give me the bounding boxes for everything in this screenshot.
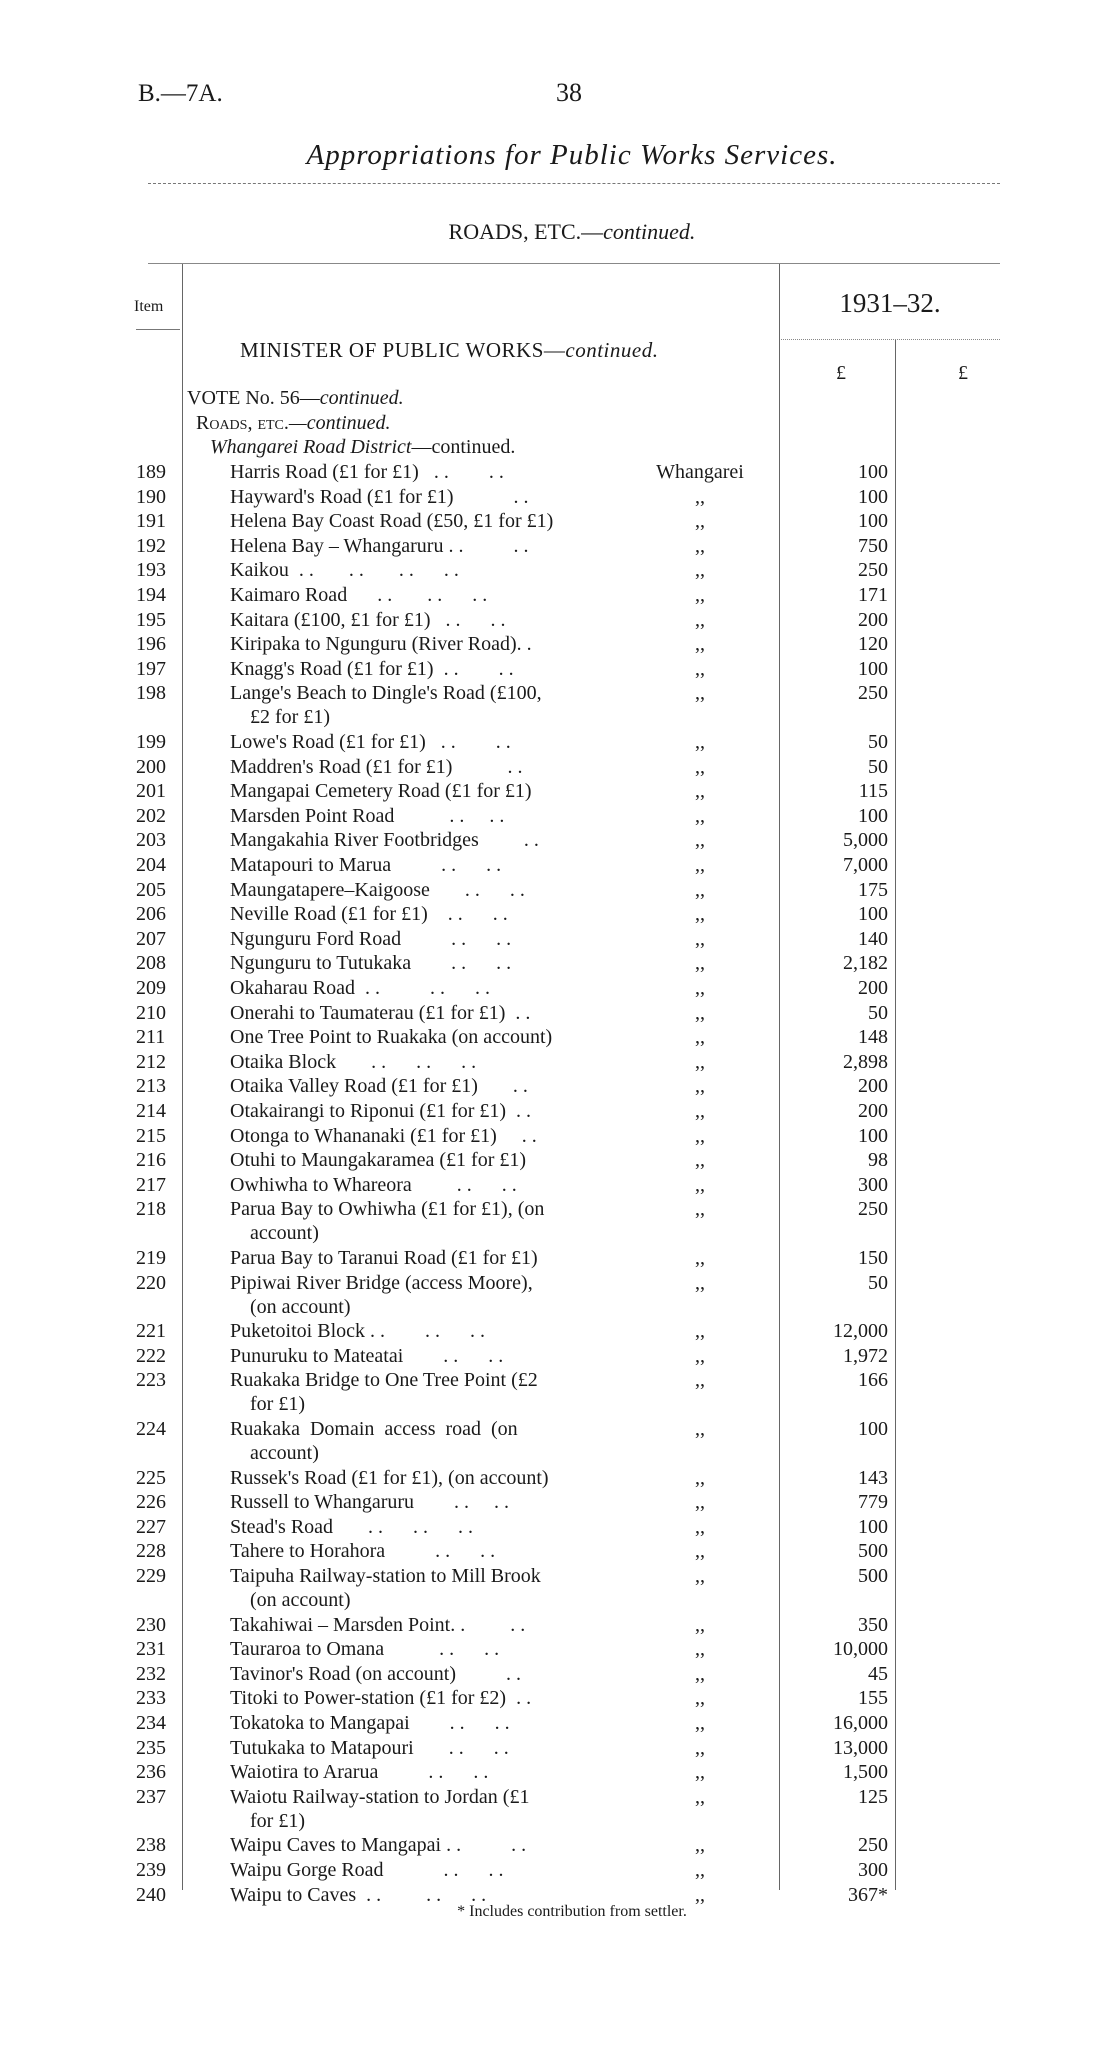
- item-district: ,,: [695, 657, 705, 680]
- item-amount: 350: [858, 1613, 888, 1636]
- item-district: ,,: [695, 1883, 705, 1906]
- item-amount: 120: [858, 633, 888, 656]
- page-number: 38: [556, 78, 582, 107]
- item-amount: 250: [858, 1198, 888, 1221]
- item-number: 204: [136, 854, 166, 876]
- item-amount: 100: [858, 657, 888, 680]
- item-description: Hayward's Road (£1 for £1) . .: [230, 485, 529, 508]
- item-number: 217: [136, 1173, 166, 1196]
- item-number: 235: [136, 1736, 166, 1759]
- item-description: Mangapai Cemetery Road (£1 for £1): [230, 780, 532, 803]
- item-description: Marsden Point Road . . . .: [230, 804, 505, 827]
- item-district: ,,: [695, 1736, 705, 1759]
- item-description: Knagg's Road (£1 for £1) . . . .: [230, 657, 514, 680]
- item-number: 227: [136, 1515, 166, 1538]
- item-description: Owhiwha to Whareora . . . .: [230, 1173, 517, 1196]
- item-district: ,,: [695, 1026, 705, 1049]
- item-column-header: Item: [134, 298, 164, 315]
- item-number: 194: [136, 584, 166, 606]
- footnote: * Includes contribution from settler.: [457, 1903, 687, 1920]
- item-number: 191: [136, 510, 166, 533]
- item-district: ,,: [695, 633, 705, 656]
- item-district: ,,: [695, 1515, 705, 1538]
- item-amount: 155: [858, 1687, 888, 1710]
- item-district: ,,: [695, 977, 705, 999]
- item-amount: 2,898: [843, 1050, 888, 1073]
- item-number: 240: [136, 1883, 166, 1906]
- item-number: 222: [136, 1344, 166, 1367]
- item-number: 209: [136, 977, 166, 999]
- item-district: ,,: [695, 1247, 705, 1269]
- item-district: ,,: [695, 559, 705, 582]
- item-amount: 367*: [848, 1883, 888, 1906]
- item-number: 201: [136, 780, 166, 803]
- item-district: ,,: [695, 1540, 705, 1563]
- item-amount: 1,500: [843, 1761, 888, 1784]
- item-amount: 10,000: [833, 1638, 888, 1661]
- item-amount: 500: [858, 1565, 888, 1587]
- item-amount: 150: [858, 1247, 888, 1269]
- item-amount: 250: [858, 1834, 888, 1857]
- item-amount: 100: [858, 461, 888, 483]
- roads-heading: Roads, etc.—continued.: [196, 412, 391, 434]
- item-amount: 140: [858, 927, 888, 950]
- item-number: 190: [136, 485, 166, 508]
- item-district: Whangarei: [656, 461, 744, 483]
- item-description: Parua Bay to Taranui Road (£1 for £1): [230, 1247, 538, 1269]
- item-number: 195: [136, 608, 166, 631]
- item-number: 237: [136, 1785, 166, 1808]
- item-amount: 100: [858, 510, 888, 533]
- item-number: 203: [136, 829, 166, 852]
- item-district: ,,: [695, 854, 705, 876]
- item-district: ,,: [695, 1271, 705, 1294]
- item-district: ,,: [695, 1100, 705, 1122]
- item-amount: 250: [858, 682, 888, 705]
- item-amount: 750: [858, 534, 888, 557]
- minister-heading: MINISTER OF PUBLIC WORKS—continued.: [240, 338, 659, 362]
- year-column-header: 1931–32.: [839, 288, 941, 318]
- item-number: 220: [136, 1271, 166, 1294]
- item-column-divider: [182, 264, 183, 1890]
- item-number: 211: [136, 1026, 166, 1049]
- item-district: ,,: [695, 731, 705, 753]
- item-number: 202: [136, 804, 166, 827]
- item-number: 234: [136, 1712, 166, 1734]
- item-description: Russell to Whangaruru . . . .: [230, 1491, 510, 1514]
- item-district: ,,: [695, 755, 705, 778]
- page-title: Appropriations for Public Works Services.: [306, 139, 838, 171]
- item-district: ,,: [695, 1344, 705, 1367]
- item-header-rule: [136, 329, 180, 330]
- item-description: Neville Road (£1 for £1) . . . .: [230, 903, 508, 926]
- item-amount: 98: [868, 1149, 888, 1172]
- item-amount: 300: [858, 1173, 888, 1196]
- item-number: 200: [136, 755, 166, 778]
- item-district: ,,: [695, 1173, 705, 1196]
- item-description: Maddren's Road (£1 for £1) . .: [230, 755, 523, 778]
- item-description: Titoki to Power-station (£1 for £2) . .: [230, 1687, 532, 1710]
- item-description: Maungatapere–Kaigoose . . . .: [230, 878, 525, 901]
- item-amount: 175: [858, 878, 888, 901]
- item-amount: 125: [858, 1785, 888, 1808]
- item-description: Tokatoka to Mangapai . . . .: [230, 1712, 510, 1734]
- item-district: ,,: [695, 1075, 705, 1098]
- item-description: Ngunguru to Tutukaka . . . .: [230, 952, 512, 975]
- header-code: B.—7A.: [138, 80, 223, 107]
- item-amount: 100: [858, 1124, 888, 1147]
- item-amount: 13,000: [833, 1736, 888, 1759]
- item-district: ,,: [695, 878, 705, 901]
- item-district: ,,: [695, 1613, 705, 1636]
- item-description: Tutukaka to Matapouri . . . .: [230, 1736, 509, 1759]
- item-district: ,,: [695, 1369, 705, 1392]
- item-number: 226: [136, 1491, 166, 1514]
- item-district: ,,: [695, 485, 705, 508]
- item-description: Mangakahia River Footbridges . .: [230, 829, 539, 852]
- item-description: Kaimaro Road . . . . . .: [230, 584, 488, 606]
- item-district: ,,: [695, 1712, 705, 1734]
- item-number: 214: [136, 1100, 166, 1122]
- vote-heading: VOTE No. 56—continued.: [187, 387, 404, 409]
- item-amount: 300: [858, 1859, 888, 1881]
- item-number: 208: [136, 952, 166, 975]
- item-description: Otaika Block . . . . . .: [230, 1050, 477, 1073]
- item-number: 229: [136, 1565, 166, 1587]
- pound-column-divider: [895, 340, 896, 1890]
- item-description: Kaitara (£100, £1 for £1) . . . .: [230, 608, 506, 631]
- item-amount: 200: [858, 1075, 888, 1098]
- item-amount: 200: [858, 977, 888, 999]
- item-district: ,,: [695, 1050, 705, 1073]
- item-description: Ruakaka Domain access road (on account): [230, 1418, 518, 1464]
- item-amount: 166: [858, 1369, 888, 1392]
- item-district: ,,: [695, 534, 705, 557]
- item-district: ,,: [695, 1859, 705, 1881]
- item-description: Helena Bay Coast Road (£50, £1 for £1): [230, 510, 554, 533]
- item-district: ,,: [695, 903, 705, 926]
- item-description: Okaharau Road . . . . . .: [230, 977, 490, 999]
- item-number: 228: [136, 1540, 166, 1563]
- item-number: 197: [136, 657, 166, 680]
- item-amount: 50: [868, 755, 888, 778]
- item-amount: 500: [858, 1540, 888, 1563]
- item-district: ,,: [695, 829, 705, 852]
- item-amount: 200: [858, 1100, 888, 1122]
- item-description: Kaikou . . . . . . . .: [230, 559, 459, 582]
- item-amount: 50: [868, 731, 888, 753]
- item-amount: 100: [858, 485, 888, 508]
- item-number: 212: [136, 1050, 166, 1073]
- item-district: ,,: [695, 1785, 705, 1808]
- item-number: 196: [136, 633, 166, 656]
- item-description: Stead's Road . . . . . .: [230, 1515, 474, 1538]
- pound-header-2: £: [958, 362, 968, 384]
- item-description: Taipuha Railway-station to Mill Brook (on account): [230, 1565, 541, 1611]
- item-amount: 100: [858, 1515, 888, 1538]
- item-description: Otakairangi to Riponui (£1 for £1) . .: [230, 1100, 532, 1122]
- item-district: ,,: [695, 682, 705, 705]
- item-description: Lange's Beach to Dingle's Road (£100, £2 for £1): [230, 682, 542, 729]
- item-amount: 143: [858, 1466, 888, 1489]
- item-description: Puketoitoi Block . . . . . .: [230, 1320, 485, 1343]
- item-district: ,,: [695, 1320, 705, 1343]
- item-number: 193: [136, 559, 166, 582]
- item-description: Matapouri to Marua . . . .: [230, 854, 502, 876]
- item-district: ,,: [695, 1198, 705, 1221]
- item-district: ,,: [695, 1565, 705, 1587]
- district-heading: Whangarei Road District—continued.: [210, 436, 516, 458]
- item-description: One Tree Point to Ruakaka (on account): [230, 1026, 553, 1049]
- item-description: Otaika Valley Road (£1 for £1) . .: [230, 1075, 528, 1098]
- item-district: ,,: [695, 1124, 705, 1147]
- item-number: 224: [136, 1418, 166, 1440]
- item-description: Otuhi to Maungakaramea (£1 for £1): [230, 1149, 527, 1172]
- item-amount: 200: [858, 608, 888, 631]
- item-number: 218: [136, 1198, 166, 1221]
- item-number: 232: [136, 1662, 166, 1685]
- item-district: ,,: [695, 1761, 705, 1784]
- item-description: Waipu to Caves . . . . . .: [230, 1883, 487, 1906]
- item-number: 213: [136, 1075, 166, 1098]
- item-district: ,,: [695, 584, 705, 606]
- item-amount: 50: [868, 1271, 888, 1294]
- item-number: 206: [136, 903, 166, 926]
- year-header-rule: [781, 339, 1000, 340]
- item-district: ,,: [695, 804, 705, 827]
- item-description: Ngunguru Ford Road . . . .: [230, 927, 512, 950]
- item-amount: 779: [858, 1491, 888, 1514]
- item-number: 192: [136, 534, 166, 557]
- item-amount: 148: [858, 1026, 888, 1049]
- item-number: 216: [136, 1149, 166, 1172]
- item-description: Waiotira to Ararua . . . .: [230, 1761, 489, 1784]
- item-description: Tauraroa to Omana . . . .: [230, 1638, 500, 1661]
- item-description: Tavinor's Road (on account) . .: [230, 1662, 522, 1685]
- item-amount: 16,000: [833, 1712, 888, 1734]
- item-number: 239: [136, 1859, 166, 1881]
- item-amount: 5,000: [843, 829, 888, 852]
- item-description: Tahere to Horahora . . . .: [230, 1540, 496, 1563]
- item-district: ,,: [695, 1638, 705, 1661]
- item-number: 210: [136, 1001, 166, 1024]
- item-number: 230: [136, 1613, 166, 1636]
- item-district: ,,: [695, 1001, 705, 1024]
- item-description: Kiripaka to Ngunguru (River Road). .: [230, 633, 532, 656]
- item-description: Waipu Gorge Road . . . .: [230, 1859, 504, 1881]
- item-number: 189: [136, 461, 166, 483]
- item-amount: 12,000: [833, 1320, 888, 1343]
- item-amount: 1,972: [843, 1344, 888, 1367]
- item-number: 205: [136, 878, 166, 901]
- item-amount: 100: [858, 903, 888, 926]
- item-description: Russek's Road (£1 for £1), (on account): [230, 1466, 549, 1489]
- item-number: 221: [136, 1320, 166, 1343]
- item-amount: 115: [858, 780, 888, 803]
- item-amount: 50: [868, 1001, 888, 1024]
- item-district: ,,: [695, 1687, 705, 1710]
- item-description: Takahiwai – Marsden Point. . . .: [230, 1613, 526, 1636]
- item-number: 231: [136, 1638, 166, 1661]
- section-heading: ROADS, ETC.—continued.: [448, 219, 696, 244]
- item-description: Waipu Caves to Mangapai . . . .: [230, 1834, 527, 1857]
- item-description: Ruakaka Bridge to One Tree Point (£2 for £1): [230, 1369, 538, 1416]
- item-district: ,,: [695, 1418, 705, 1440]
- item-district: ,,: [695, 1466, 705, 1489]
- table-top-rule: [148, 263, 1000, 264]
- item-district: ,,: [695, 1834, 705, 1857]
- item-amount: 250: [858, 559, 888, 582]
- item-description: Otonga to Whananaki (£1 for £1) . .: [230, 1124, 537, 1147]
- pound-header-1: £: [836, 362, 846, 384]
- item-description: Waiotu Railway-station to Jordan (£1 for £1): [230, 1785, 530, 1832]
- item-number: 223: [136, 1369, 166, 1392]
- item-amount: 100: [858, 1418, 888, 1440]
- item-description: Lowe's Road (£1 for £1) . . . .: [230, 731, 511, 753]
- item-district: ,,: [695, 952, 705, 975]
- item-number: 199: [136, 731, 166, 753]
- item-description: Pipiwai River Bridge (access Moore), (on account): [230, 1271, 533, 1318]
- item-district: ,,: [695, 780, 705, 803]
- item-district: ,,: [695, 1491, 705, 1514]
- item-description: Harris Road (£1 for £1) . . . .: [230, 461, 504, 483]
- item-description: Helena Bay – Whangaruru . . . .: [230, 534, 529, 557]
- item-description: Onerahi to Taumaterau (£1 for £1) . .: [230, 1001, 531, 1024]
- item-amount: 45: [868, 1662, 888, 1685]
- item-description: Punuruku to Mateatai . . . .: [230, 1344, 504, 1367]
- item-district: ,,: [695, 1149, 705, 1172]
- item-district: ,,: [695, 510, 705, 533]
- item-number: 219: [136, 1247, 166, 1269]
- item-number: 207: [136, 927, 166, 950]
- item-description: Parua Bay to Owhiwha (£1 for £1), (on account): [230, 1198, 545, 1245]
- item-number: 225: [136, 1466, 166, 1489]
- item-amount: 171: [858, 584, 888, 606]
- item-number: 233: [136, 1687, 166, 1710]
- item-district: ,,: [695, 927, 705, 950]
- item-amount: 2,182: [843, 952, 888, 975]
- title-rule: [148, 183, 1000, 184]
- item-amount: 7,000: [843, 854, 888, 876]
- item-number: 236: [136, 1761, 166, 1784]
- item-district: ,,: [695, 608, 705, 631]
- item-amount: 100: [858, 804, 888, 827]
- item-number: 198: [136, 682, 166, 705]
- item-number: 215: [136, 1124, 166, 1147]
- item-number: 238: [136, 1834, 166, 1857]
- item-district: ,,: [695, 1662, 705, 1685]
